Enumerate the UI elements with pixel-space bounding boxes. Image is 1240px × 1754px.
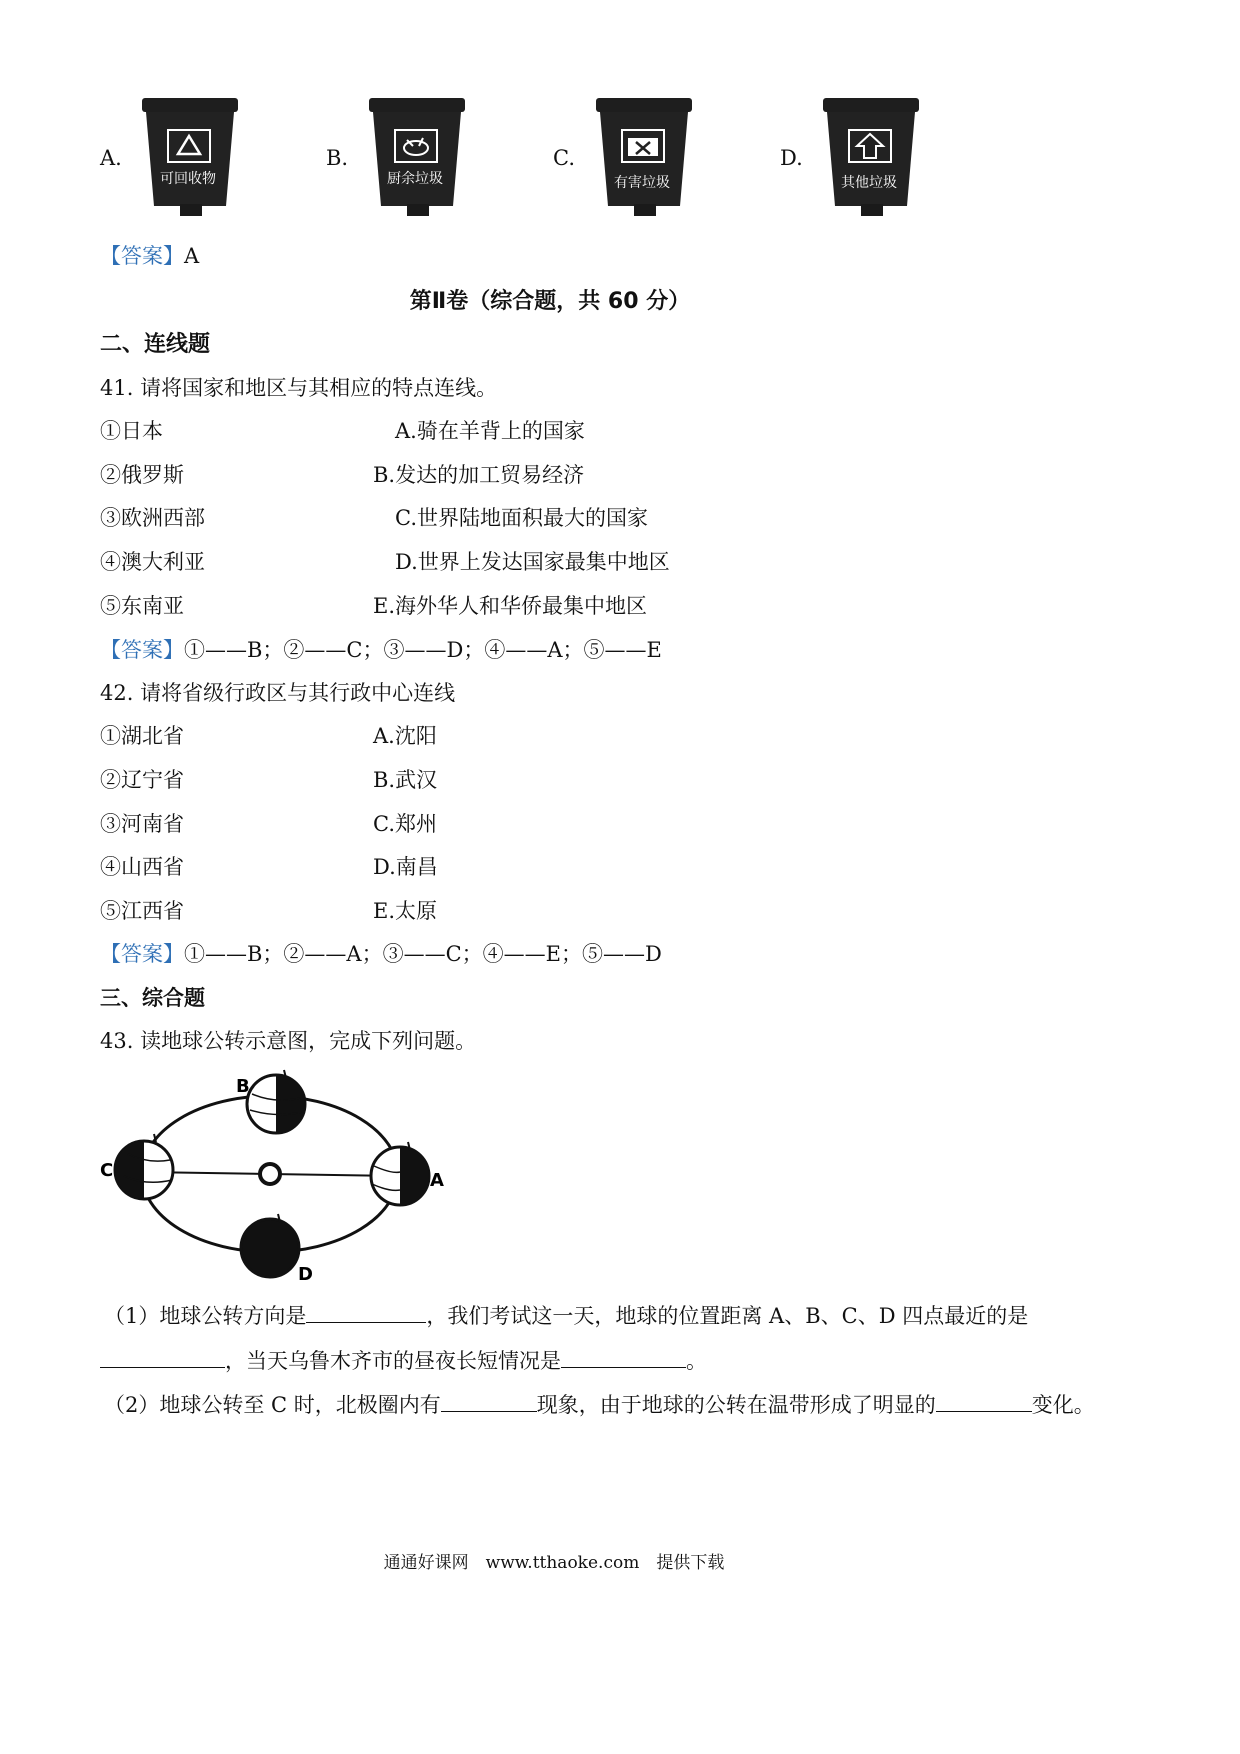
q41-stem: 41. 请将国家和地区与其相应的特点连线。 <box>100 376 498 400</box>
q42-right-item: E.太原 <box>373 899 438 923</box>
q41-right-item: B.发达的加工贸易经济 <box>373 463 585 487</box>
bin-b <box>367 96 467 220</box>
answer-value: ①——B；②——A；③——C；④——E；⑤——D <box>184 942 662 966</box>
answer-value: ①——B；②——C；③——D；④——A；⑤——E <box>184 638 662 662</box>
bin-option-a-letter: A. <box>100 146 122 170</box>
q42-left-item: ③河南省 <box>100 812 184 836</box>
q43-sub1-line2 <box>100 1345 707 1375</box>
bin-option-d-letter: D. <box>780 146 803 170</box>
q43-sub1-text: （1）地球公转方向是 <box>104 1304 307 1328</box>
q42-left-item: ①湖北省 <box>100 724 184 748</box>
earth-position-d <box>241 1214 299 1277</box>
answer-blank[interactable] <box>561 1347 686 1368</box>
q41-right-item: E.海外华人和华侨最集中地区 <box>373 594 648 618</box>
earth-position-c <box>115 1134 173 1199</box>
q43-stem: 43. 读地球公转示意图，完成下列问题。 <box>100 1029 477 1053</box>
q43-sub2-text: （2）地球公转至 C 时，北极圈内有 <box>104 1393 441 1417</box>
q41-left-item: ②俄罗斯 <box>100 463 184 487</box>
earth-position-a <box>371 1142 429 1205</box>
q41-answer <box>100 634 662 664</box>
q42-stem: 42. 请将省级行政区与其行政中心连线 <box>100 681 456 705</box>
label-d: D <box>298 1264 313 1284</box>
section-title: 第Ⅱ卷（综合题，共 60 分） <box>409 289 691 314</box>
bin-option-b-letter: B. <box>326 146 349 170</box>
bin-a <box>140 96 240 220</box>
q42-right-item: A.沈阳 <box>373 724 437 748</box>
answer-tag: 【答案】 <box>100 638 184 662</box>
q42-answer <box>100 938 662 968</box>
q43-sub2-text: 现象，由于地球的公转在温带形成了明显的 <box>536 1393 936 1417</box>
sun-icon <box>260 1164 280 1184</box>
q41-left-item: ⑤东南亚 <box>100 594 184 618</box>
answer-blank[interactable] <box>306 1302 426 1323</box>
bin-b-label: 厨余垃圾 <box>387 171 443 187</box>
q43-sub1-line1 <box>104 1300 1028 1330</box>
answer-blank[interactable] <box>441 1391 537 1412</box>
bin-d-label: 其他垃圾 <box>841 175 897 191</box>
bin-d <box>821 96 921 220</box>
label-c: C <box>100 1160 114 1181</box>
q42-left-item: ⑤江西省 <box>100 899 184 923</box>
q43-sub1-text: ，当天乌鲁木齐市的昼夜长短情况是 <box>225 1349 561 1373</box>
label-a: A <box>430 1170 444 1191</box>
q43-sub1-text: ，我们考试这一天，地球的位置距离 A、B、C、D 四点最近的是 <box>426 1304 1029 1328</box>
bin-a-label: 可回收物 <box>160 171 216 187</box>
q42-right-item: C.郑州 <box>373 812 437 836</box>
q41-left-item: ③欧洲西部 <box>100 506 205 530</box>
label-b: B <box>236 1076 250 1097</box>
earth-position-b <box>247 1070 305 1133</box>
q41-left-item: ①日本 <box>100 419 163 443</box>
q41-right-item: C.世界陆地面积最大的国家 <box>395 506 648 530</box>
q41-right-item: A.骑在羊背上的国家 <box>395 419 585 443</box>
q42-right-item: B.武汉 <box>373 768 438 792</box>
answer-tag: 【答案】 <box>100 942 184 966</box>
earth-revolution-diagram <box>98 1064 448 1284</box>
q43-sub2-text: 变化。 <box>1031 1393 1095 1417</box>
q41-right-item: D.世界上发达国家最集中地区 <box>395 550 670 574</box>
q43-sub1-text: 。 <box>686 1349 707 1373</box>
q40-answer <box>100 240 199 270</box>
q42-left-item: ④山西省 <box>100 855 184 879</box>
bin-c-label: 有害垃圾 <box>614 175 670 191</box>
q42-left-item: ②辽宁省 <box>100 768 184 792</box>
q42-right-item: D.南昌 <box>373 855 438 879</box>
answer-blank[interactable] <box>100 1347 225 1368</box>
page-footer: 通通好课网 www.tthaoke.com 提供下载 <box>383 1553 725 1573</box>
q43-sub2-line <box>104 1389 1095 1419</box>
answer-value: A <box>184 244 200 268</box>
part3-heading: 三、综合题 <box>100 986 205 1010</box>
q41-left-item: ④澳大利亚 <box>100 550 205 574</box>
answer-blank[interactable] <box>936 1391 1032 1412</box>
bin-option-c-letter: C. <box>553 146 575 170</box>
answer-tag: 【答案】 <box>100 244 184 268</box>
part2-heading: 二、连线题 <box>100 332 211 357</box>
bin-c <box>594 96 694 220</box>
